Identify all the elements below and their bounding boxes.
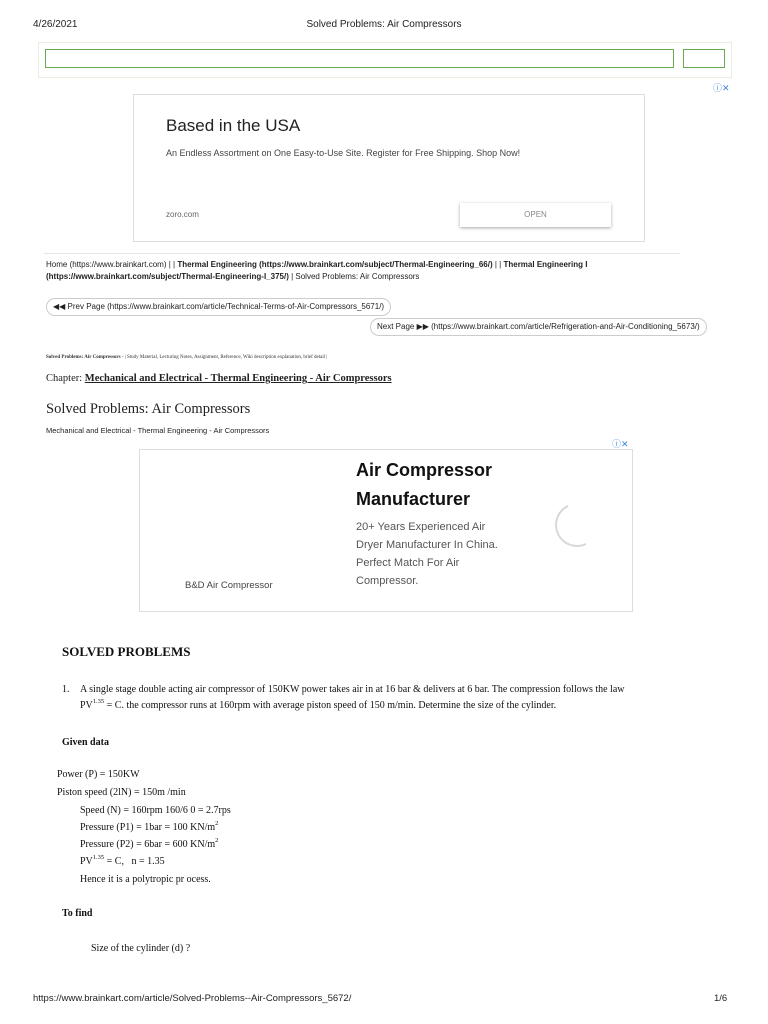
breadcrumb-thermal-engineering[interactable]: Thermal Engineering (https://www.brainkart.com/subject/Thermal-Engineering_66/): [177, 260, 493, 269]
search-button[interactable]: [683, 49, 725, 68]
breadcrumb-thermal-engineering-i[interactable]: Thermal Engineering I: [503, 260, 588, 269]
given-p2: Pressure (P2) = 6bar = 600 $KN/m^2$: [80, 837, 219, 850]
print-page-number: 1/6: [714, 993, 728, 1004]
ad-description: An Endless Assortment on One Easy-to-Use Site. Register for Free Shipping. Shop Now!: [166, 148, 521, 158]
divider: [44, 253, 680, 254]
adchoices-icon[interactable]: ⓘ✕: [713, 83, 730, 93]
given-polytropic: Hence it is a polytropic pr ocess.: [80, 874, 211, 885]
given-piston-speed: Piston speed (2lN) = 150m /min: [57, 787, 186, 798]
page-title: Solved Problems: Air Compressors: [46, 401, 251, 417]
problem-text-line1: A single stage double acting air compressor of 150KW power takes air in at 16 bar & delivers at 6 bar. The compression follows the law: [80, 684, 625, 695]
problem-text-line2: $PV^{1.35} = C$. the compressor runs at 160rpm with average piston speed of 150 m/min. Determine the size of the cylinder.: [80, 698, 557, 711]
ad-headline[interactable]: Based in the USA: [166, 116, 301, 135]
ad-site: zoro.com: [166, 210, 199, 219]
search-input[interactable]: [45, 49, 674, 68]
print-title: Solved Problems: Air Compressors: [306, 19, 462, 30]
given-data-heading: Given data: [62, 737, 109, 748]
to-find-heading: To find: [62, 908, 93, 919]
ad-open-button[interactable]: OPEN: [460, 203, 611, 227]
ad2-brand: B&D Air Compressor: [185, 580, 273, 591]
double-arrow-left-icon: ◀◀: [53, 302, 66, 311]
ad2-description: 20+ Years Experienced Air Dryer Manufacturer In China. Perfect Match For Air Compressor.: [356, 521, 498, 587]
given-power: Power (P) = 150KW: [57, 769, 140, 780]
given-p1: Pressure (P1) = 1bar = 100 $KN/m^2$: [80, 820, 219, 833]
breadcrumb-home[interactable]: Home (https://www.brainkart.com): [46, 260, 167, 269]
print-date: 4/26/2021: [33, 19, 78, 30]
next-page-button[interactable]: Next Page ▶▶ (https://www.brainkart.com/article/Refrigeration-and-Air-Conditioning_5673/): [370, 318, 707, 336]
chapter-link[interactable]: Mechanical and Electrical - Thermal Engineering - Air Compressors: [84, 373, 392, 384]
given-speed: Speed (N) = 160rpm 160/6 0 = 2.7rps: [80, 805, 231, 816]
breadcrumb: Home (https://www.brainkart.com) | | Thermal Engineering (https://www.brainkart.com/subject/Thermal-Engineering_66/) | | Thermal Engineering I (https://www.brainkart.com/subject/Thermal-Engineering-I_375/) | Solved Problems: Air Compressors: [46, 260, 588, 281]
subcategory: Mechanical and Electrical - Thermal Engineering - Air Compressors: [46, 426, 270, 435]
to-find-item: Size of the cylinder (d) ?: [91, 943, 191, 954]
prev-page-button[interactable]: ◀◀ Prev Page (https://www.brainkart.com/article/Technical-Terms-of-Air-Compressors_5671/): [46, 298, 391, 316]
adchoices-icon-2[interactable]: ⓘ✕: [612, 439, 629, 449]
given-pv-law: $PV^{1.35} = C$, n = 1.35: [80, 854, 165, 867]
breadcrumb-thermal-engineering-i-url[interactable]: (https://www.brainkart.com/subject/Thermal-Engineering-I_375/): [46, 272, 289, 281]
section-heading: SOLVED PROBLEMS: [62, 644, 191, 659]
ad2-headline[interactable]: Air Compressor Manufacturer: [356, 460, 493, 509]
print-url: https://www.brainkart.com/article/Solved-Problems--Air-Compressors_5672/: [33, 993, 352, 1004]
meta-line: Solved Problems: Air Compressors - | Study Material, Lecturing Notes, Assignment, Reference, Wiki description explanation, brief detail |: [46, 355, 328, 360]
breadcrumb-current: Solved Problems: Air Compressors: [295, 272, 420, 281]
chapter-line: Chapter: Mechanical and Electrical - Thermal Engineering - Air Compressors: [46, 373, 392, 384]
problem-number: 1.: [62, 684, 70, 695]
